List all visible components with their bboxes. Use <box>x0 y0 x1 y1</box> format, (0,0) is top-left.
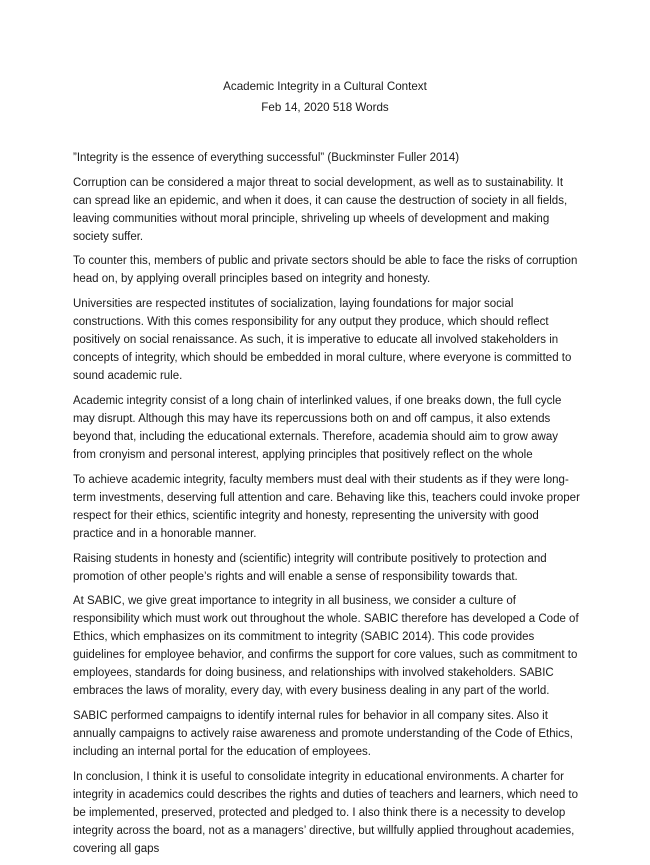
paragraph-7: At SABIC, we give great importance to integrity in all business, we consider a culture of responsibility which must work out throughout the whole. SABIC therefore has developed a Code of Ethics, which emphasizes on its commitment to integrity (SABIC 2014). This code provides guidelines for employee behavior, and confirms the support for core values, such as commitment to employees, standards for doing business, and relationships with involved stakeholders. SABIC embraces the laws of morality, every day, with every business dealing in any part of the world. <box>73 595 579 698</box>
epigraph-quote: ”Integrity is the essence of everything successful” (Buckminster Fuller 2014) <box>73 152 460 164</box>
paragraph-6: Raising students in honesty and (scientific) integrity will contribute positively to protection and promotion of other people’s rights and will enable a sense of responsibility towards that. <box>73 552 547 583</box>
document-date-wordcount: Feb 14, 2020 518 Words <box>261 101 389 114</box>
paragraph-3: Universities are respected institutes of socialization, laying foundations for major social constructions. With this comes responsibility for any output they produce, which should reflect positively on social renaissance. As such, it is imperative to educate all involved stakeholders in concepts of integrity, which should be embedded in moral culture, where everyone is committed to sound academic rule. <box>73 298 572 383</box>
paragraph-9-conclusion: In conclusion, I think it is useful to consolidate integrity in educational environments. A charter for integrity in academics could describes the rights and duties of teachers and learners, which need to be implemented, preserved, protected and pledged to. I also think there is a necessity to develop integrity across the board, not as a managers’ directive, but willfully applied throughout academies, covering all gaps <box>73 770 579 855</box>
paragraph-5: To achieve academic integrity, faculty members must deal with their students as if they were long-term investments, deserving full attention and care. Behaving like this, teachers could invoke proper respect for their ethics, scientific integrity and honesty, representing the university with good practice and in a honorable manner. <box>73 473 580 540</box>
paragraph-8: SABIC performed campaigns to identify internal rules for behavior in all company sites. Also it annually campaigns to actively raise awareness and promote understanding of the Code of Ethics, including an internal portal for the education of employees. <box>73 710 573 759</box>
paragraph-4: Academic integrity consist of a long chain of interlinked values, if one breaks down, the full cycle may disrupt. Although this may have its repercussions both on and off campus, it also extends beyond that, including the educational externals. Therefore, academia should aim to grow away from cronyism and personal interest, applying principles that positively reflect on the whole <box>73 394 562 462</box>
document-title: Academic Integrity in a Cultural Context <box>223 80 427 93</box>
paragraph-1: Corruption can be considered a major threat to social development, as well as to sustainability. It can spread like an epidemic, and when it does, it can cause the destruction of society in all fields, leaving communities without moral principle, shriveling up wheels of development and making society suffer. <box>73 176 568 243</box>
paragraph-2: To counter this, members of public and private sectors should be able to face the risks of corruption head on, by applying overall principles based on integrity and honesty. <box>73 255 578 286</box>
document-body <box>73 149 581 865</box>
